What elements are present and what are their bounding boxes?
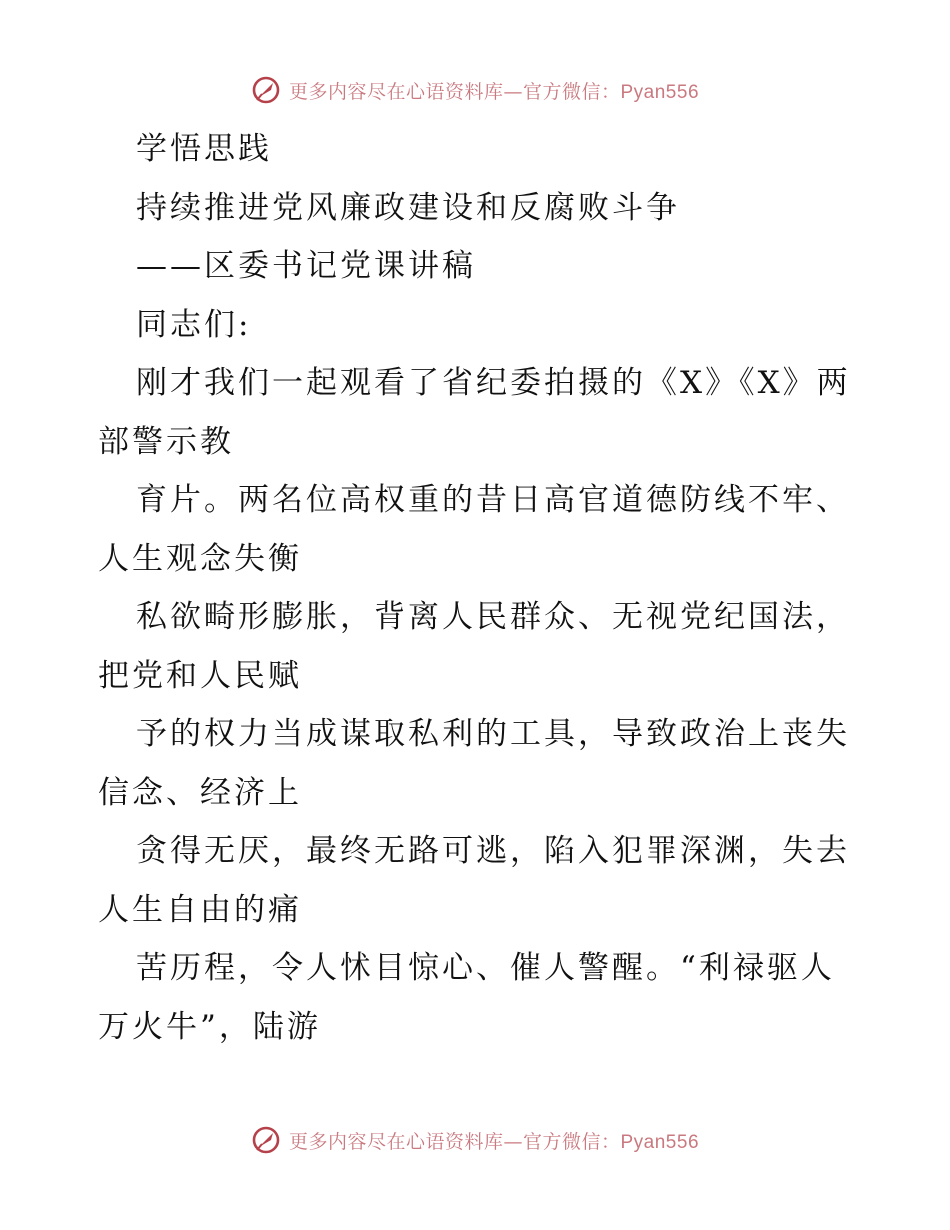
paragraph-line: 育片。两名位高权重的昔日高官道德防线不牢、 [136,482,850,518]
paragraph-line: 人生自由的痛 [98,891,302,928]
doc-byline: ——区委书记党课讲稿 [136,248,476,284]
header-watermark [0,72,950,108]
footer-watermark [0,1122,950,1158]
quill-logo-icon [251,75,281,105]
watermark-text: 更多内容尽在心语资料库—官方微信：Pyan556 [288,1130,700,1153]
paragraph-line: 万火牛”，陆游 [98,1008,321,1045]
salutation: 同志们: [136,306,252,343]
doc-subtitle-line: 持续推进党风廉政建设和反腐败斗争 [136,189,680,226]
doc-title-line: 学悟思践 [136,131,272,167]
paragraph-line: 人生观念失衡 [98,540,302,577]
paragraph-line: 部警示教 [98,423,234,460]
paragraph-line: 贪得无厌，最终无路可逃，陷入犯罪深渊，失去 [136,833,850,869]
paragraph-line: 私欲畸形膨胀，背离人民群众、无视党纪国法， [136,599,850,635]
paragraph-line: 信念、经济上 [98,774,302,811]
paragraph-line: 予的权力当成谋取私利的工具，导致政治上丧失 [136,716,850,752]
quill-logo-icon [251,1125,281,1155]
wechat-id: Pyan556 [620,1131,700,1153]
paragraph-line: 苦历程，令人怵目惊心、催人警醒。“利禄驱人 [136,950,835,986]
document-body [98,120,858,1056]
watermark-text: 更多内容尽在心语资料库—官方微信：Pyan556 [288,80,700,103]
wechat-id: Pyan556 [620,81,700,103]
paragraph-line: 把党和人民赋 [98,657,302,694]
paragraph-line: 刚才我们一起观看了省纪委拍摄的《X》《X》两 [136,365,851,401]
